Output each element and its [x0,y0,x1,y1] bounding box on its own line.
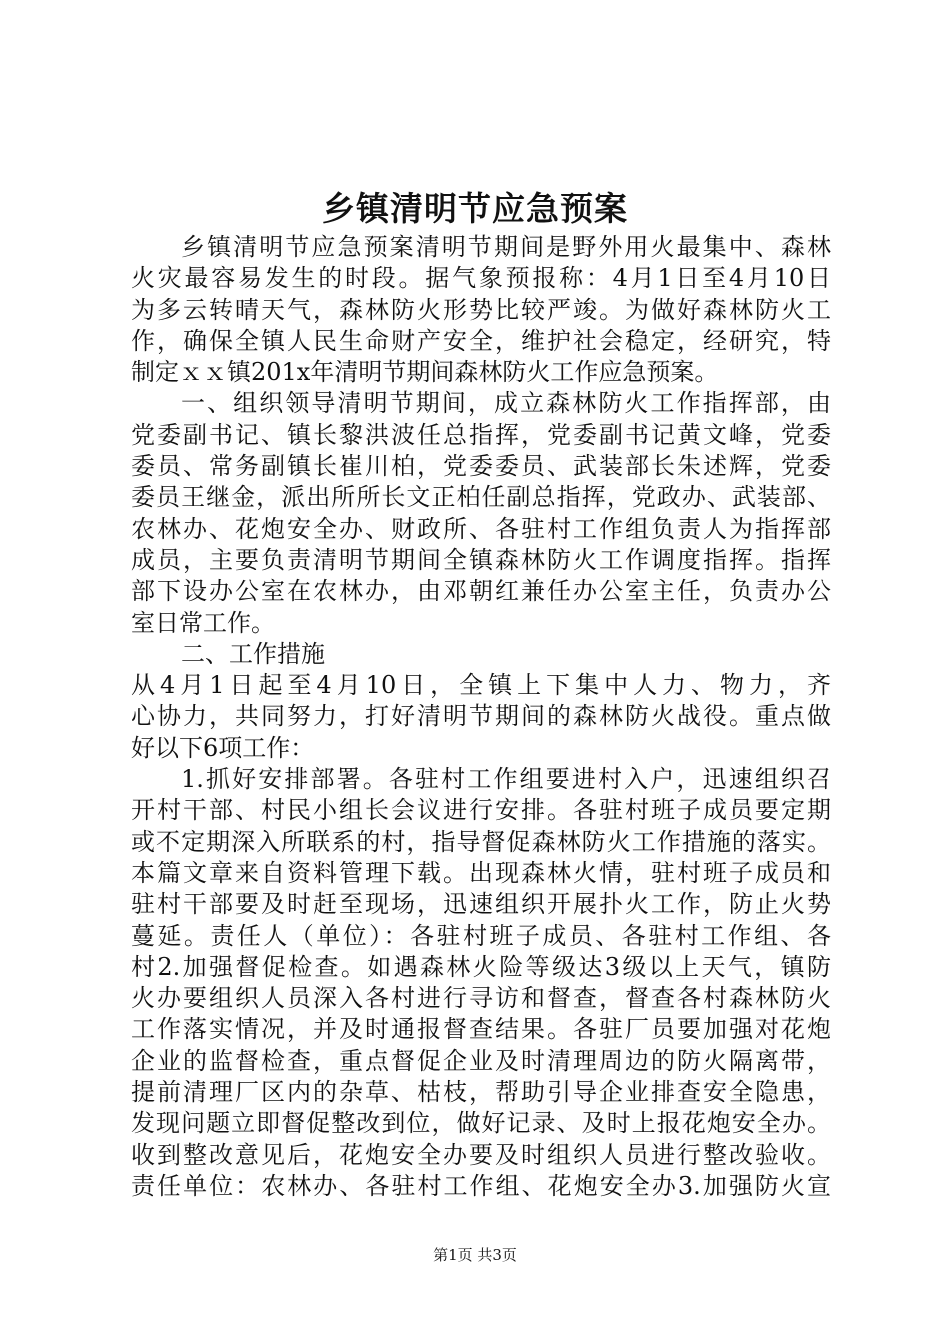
body-line: 提前清理厂区内的杂草、枯枝，帮助引导企业排查安全隐患， [131,1078,831,1107]
body-line: 企业的监督检查，重点督促企业及时清理周边的防火隔离带， [131,1046,831,1075]
body-line: 从4月1日起至4月10日，全镇上下集中人力、物力，齐 [131,671,831,700]
body-line: 一、组织领导清明节期间，成立森林防火工作指挥部，由 [181,389,831,418]
body-line: 收到整改意见后，花炮安全办要及时组织人员进行整改验收。 [131,1140,831,1169]
page-number-footer: 第1页 共3页 [433,1246,517,1264]
body-line: 为多云转晴天气，森林防火形势比较严竣。为做好森林防火工 [131,295,831,324]
body-line: 心协力，共同努力，打好清明节期间的森林防火战役。重点做 [131,702,831,731]
body-line: 发现问题立即督促整改到位，做好记录、及时上报花炮安全办。 [131,1109,831,1138]
body-line: 制定ｘｘ镇201x年清明节期间森林防火工作应急预案。 [131,358,719,387]
body-line: 1.抓好安排部署。各驻村工作组要进村入户，迅速组织召 [181,765,831,794]
body-line: 乡镇清明节应急预案清明节期间是野外用火最集中、森林 [181,233,831,261]
body-line: 委员、常务副镇长崔川柏，党委委员、武装部长朱述辉，党委 [131,452,831,481]
body-line: 开村干部、村民小组长会议进行安排。各驻村班子成员要定期 [131,796,831,825]
body-line: 工作落实情况，并及时通报督查结果。各驻厂员要加强对花炮 [131,1015,831,1044]
document-title: 乡镇清明节应急预案 [322,189,628,228]
body-line: 火灾最容易发生的时段。据气象预报称：4月1日至4月10日 [131,264,831,293]
section-heading: 二、工作措施 [181,639,325,668]
body-line: 党委副书记、镇长黎洪波任总指挥，党委副书记黄文峰，党委 [131,420,831,449]
body-line: 作，确保全镇人民生命财产安全，维护社会稳定，经研究，特 [131,326,831,355]
body-line: 农林办、花炮安全办、财政所、各驻村工作组负责人为指挥部 [131,514,831,543]
body-line: 蔓延。责任人（单位）：各驻村班子成员、各驻村工作组、各 [131,921,831,950]
body-line: 驻村干部要及时赶至现场，迅速组织开展扑火工作，防止火势 [131,890,831,919]
body-line: 委员王继金，派出所所长文正柏任副总指挥，党政办、武装部、 [131,483,831,512]
body-line: 成员，主要负责清明节期间全镇森林防火工作调度指挥。指挥 [131,545,831,574]
body-line: 部下设办公室在农林办，由邓朝红兼任办公室主任，负责办公 [131,577,831,606]
body-line: 村2.加强督促检查。如遇森林火险等级达3级以上天气，镇防 [131,952,831,981]
body-line: 责任单位：农林办、各驻村工作组、花炮安全办3.加强防火宣 [131,1171,831,1200]
body-line: 火办要组织人员深入各村进行寻访和督查，督查各村森林防火 [131,984,831,1013]
body-line: 好以下6项工作： [131,733,315,762]
document-body [131,232,831,1202]
body-line: 室日常工作。 [131,608,275,637]
body-line: 或不定期深入所联系的村，指导督促森林防火工作措施的落实。 [131,827,831,856]
body-line: 本篇文章来自资料管理下载。出现森林火情，驻村班子成员和 [131,858,831,887]
